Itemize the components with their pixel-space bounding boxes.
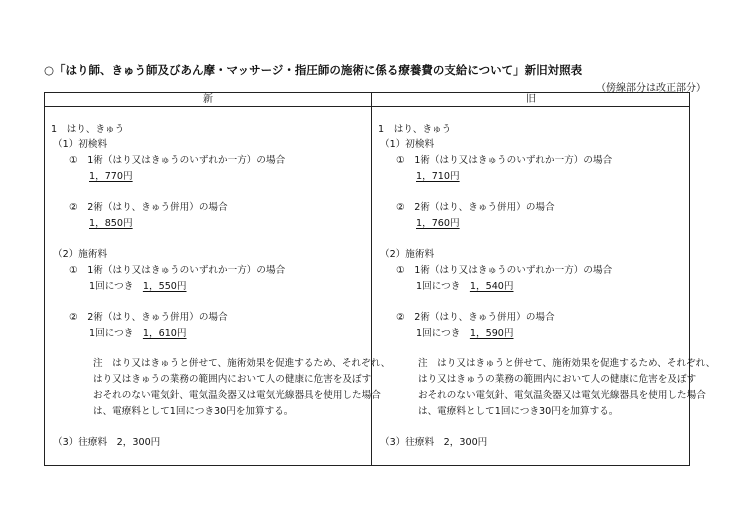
initial-exam-item-1-fee: 1，710円 — [416, 171, 460, 182]
comparison-table — [44, 92, 716, 466]
note-line: は、電療料として1回につき30円を加算する。 — [418, 406, 619, 417]
treatment-fee-heading: （2）施術料 — [380, 249, 435, 260]
initial-exam-item-2-fee: 1，850円 — [89, 218, 133, 229]
initial-exam-fee-heading: （1）初検料 — [380, 139, 435, 150]
initial-exam-item-2-fee: 1，760円 — [416, 218, 460, 229]
old-column — [372, 107, 716, 465]
note-line: 注 はり又はきゅうと併せて、施術効果を促進するため、それぞれ、 — [93, 358, 391, 369]
section-hari-kyu: 1 はり、きゅう — [51, 124, 125, 135]
initial-exam-item-1: ① 1術（はり又はきゅうのいずれか一方）の場合 — [396, 155, 613, 166]
note-line: はり又はきゅうの業務の範囲内において人の健康に危害を及ぼす — [93, 374, 372, 385]
initial-exam-item-2: ② 2術（はり、きゅう併用）の場合 — [69, 202, 228, 213]
treatment-item-2-fee — [416, 328, 514, 340]
fee-amount: 1，550円 — [142, 281, 187, 292]
note-line: おそれのない電気針、電気温灸器又は電気光線器具を使用した場合 — [418, 390, 706, 401]
note-line: 注 はり又はきゅうと併せて、施術効果を促進するため、それぞれ、 — [418, 358, 716, 369]
treatment-item-1: ① 1術（はり又はきゅうのいずれか一方）の場合 — [69, 265, 286, 276]
per-visit-label: 1回につき — [89, 328, 134, 339]
treatment-fee-heading: （2）施術料 — [53, 249, 108, 260]
section-hari-kyu: 1 はり、きゅう — [378, 124, 452, 135]
fee-amount: 1，610円 — [142, 328, 187, 339]
document-title: ○「はり師、きゅう師及びあん摩・マッサージ・指圧師の施術に係る療養費の支給について」新旧対照表 — [44, 63, 583, 77]
note-line: はり又はきゅうの業務の範囲内において人の健康に危害を及ぼす — [418, 374, 697, 385]
treatment-item-1: ① 1術（はり又はきゅうのいずれか一方）の場合 — [396, 265, 613, 276]
header-new: 新 — [203, 94, 213, 105]
house-call-fee: （3）往療料 2，300円 — [53, 437, 161, 448]
per-visit-label: 1回につき — [89, 281, 134, 292]
note-line: おそれのない電気針、電気温灸器又は電気光線器具を使用した場合 — [93, 390, 381, 401]
treatment-item-2: ② 2術（はり、きゅう併用）の場合 — [69, 312, 228, 323]
fee-amount: 1，590円 — [469, 328, 514, 339]
header-old: 旧 — [526, 94, 536, 105]
new-column — [45, 107, 391, 465]
initial-exam-fee-heading: （1）初検料 — [53, 139, 108, 150]
note-line: は、電療料として1回につき30円を加算する。 — [93, 406, 294, 417]
fee-amount: 1，540円 — [469, 281, 514, 292]
initial-exam-item-1: ① 1術（はり又はきゅうのいずれか一方）の場合 — [69, 155, 286, 166]
treatment-item-2-fee — [89, 328, 187, 340]
initial-exam-item-2: ② 2術（はり、きゅう併用）の場合 — [396, 202, 555, 213]
initial-exam-item-1-fee: 1，770円 — [89, 171, 133, 182]
underline-note: （傍線部分は改正部分） — [596, 83, 706, 94]
per-visit-label: 1回につき — [416, 281, 461, 292]
treatment-item-1-fee — [89, 281, 187, 293]
per-visit-label: 1回につき — [416, 328, 461, 339]
house-call-fee: （3）往療料 2，300円 — [380, 437, 488, 448]
table-header-row — [45, 93, 689, 107]
treatment-item-2: ② 2術（はり、きゅう併用）の場合 — [396, 312, 555, 323]
treatment-item-1-fee — [416, 281, 514, 293]
